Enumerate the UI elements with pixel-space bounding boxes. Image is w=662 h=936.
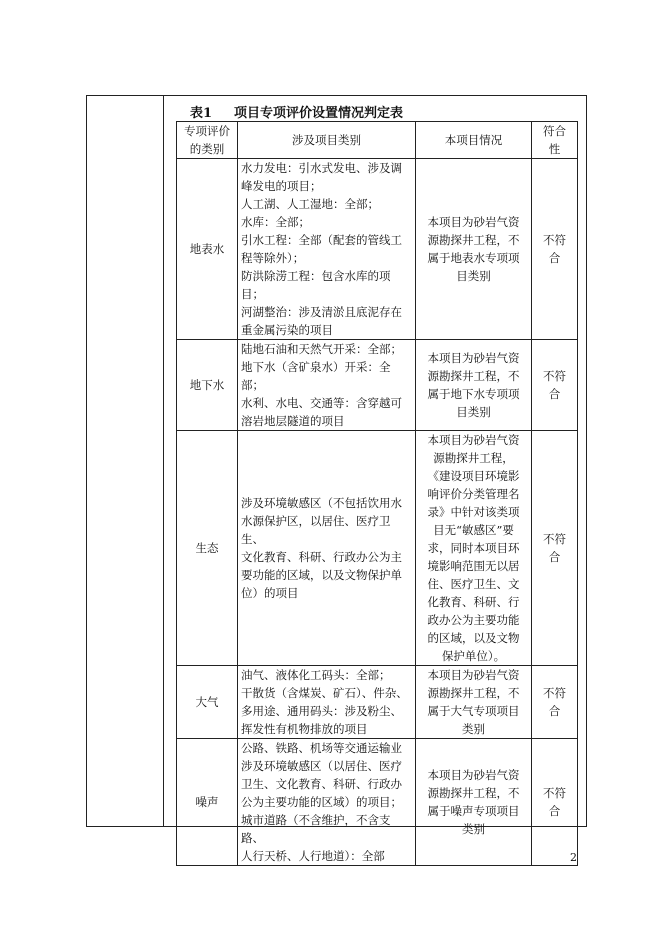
table-caption <box>190 102 425 121</box>
row-situation: 本项目为砂岩气资 源勘探井工程， 《建设项目环境影 响评价分类管理名 录》中针对该类项 目无“敏感区”要 求，同时本项目环 境影响范围无以居 住、医疗卫生、文 化教育、科研、行 政办公为主要功能 的区域，以及文物 保护单位）。 <box>416 431 532 666</box>
row-projects: 公路、铁路、机场等交通运输业 涉及环境敏感区（以居住、医疗 卫生、文化教育、科研、行政办 公为主要功能的区域）的项目； 城市道路（不含维护，不含支路、 人行天桥、人行地道）：全部 <box>238 739 416 866</box>
row-category: 噪声 <box>177 739 238 866</box>
page-number: 2 <box>570 851 577 864</box>
header-situation: 本项目情况 <box>416 122 532 159</box>
row-situation: 本项目为砂岩气资 源勘探井工程，不 属于大气专项项目 类别 <box>416 666 532 739</box>
row-compliance: 不符 合 <box>532 739 578 866</box>
row-compliance: 不符 合 <box>532 431 578 666</box>
table-row <box>177 666 578 739</box>
row-category: 地下水 <box>177 340 238 431</box>
row-category: 生态 <box>177 431 238 666</box>
row-compliance: 不符 合 <box>532 666 578 739</box>
row-projects: 涉及环境敏感区（不包括饮用水 水源保护区，以居住、医疗卫生、 文化教育、科研、行政办公为主 要功能的区域，以及文物保护单 位）的项目 <box>238 431 416 666</box>
row-situation: 本项目为砂岩气资 源勘探井工程，不 属于噪声专项项目 类别 <box>416 739 532 866</box>
table-title: 项目专项评价设置情况判定表 <box>234 106 404 121</box>
table-row <box>177 431 578 666</box>
header-projects: 涉及项目类别 <box>238 122 416 159</box>
row-projects: 陆地石油和天然气开采：全部； 地下水（含矿泉水）开采：全部； 水利、水电、交通等：含穿越可 溶岩地层隧道的项目 <box>238 340 416 431</box>
table-row <box>177 159 578 340</box>
row-situation: 本项目为砂岩气资 源勘探井工程，不 属于地表水专项项 目类别 <box>416 159 532 340</box>
table-row <box>177 739 578 866</box>
header-compliance: 符合 性 <box>532 122 578 159</box>
assessment-table <box>176 121 578 866</box>
row-category: 地表水 <box>177 159 238 340</box>
row-projects: 油气、液体化工码头：全部； 干散货（含煤炭、矿石）、件杂、 多用途、通用码头：涉及粉尘、 挥发性有机物排放的项目 <box>238 666 416 739</box>
header-category: 专项评价 的类别 <box>177 122 238 159</box>
row-situation: 本项目为砂岩气资 源勘探井工程，不 属于地下水专项项 目类别 <box>416 340 532 431</box>
row-compliance: 不符 合 <box>532 159 578 340</box>
table-number: 表1 <box>190 106 213 121</box>
row-category: 大气 <box>177 666 238 739</box>
table-row <box>177 340 578 431</box>
frame-divider <box>163 95 164 827</box>
row-compliance: 不符 合 <box>532 340 578 431</box>
row-projects: 水力发电：引水式发电、涉及调 峰发电的项目； 人工湖、人工湿地：全部； 水库：全部； 引水工程：全部（配套的管线工 程等除外）； 防洪除涝工程：包含水库的项目； 河湖整治：涉及清淤且底泥存在 重金属污染的项目 <box>238 159 416 340</box>
table-header-row <box>177 122 578 159</box>
